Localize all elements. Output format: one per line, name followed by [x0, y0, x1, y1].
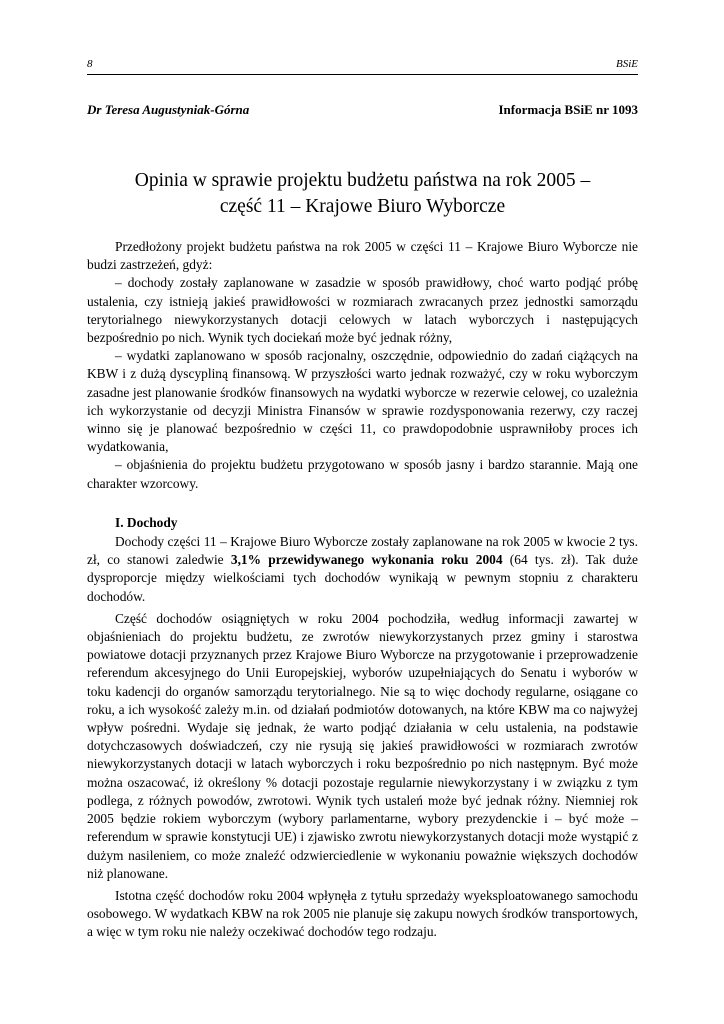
title-line-2: część 11 – Krajowe Biuro Wyborcze	[219, 196, 506, 217]
revenue-paragraph-3: Istotna część dochodów roku 2004 wpłynęła z tytułu sprzedaży wyeksploatowanego samochodu osobowego. W wydatkach KBW na rok 2005 nie planuje się zakupu nowych środków transportowych, a więc w tym roku nie należy oczekiwać dochodów tego rodzaju.	[87, 887, 638, 940]
section-heading-revenue: I. Dochody	[115, 514, 178, 530]
revenue-paragraph-2: Część dochodów osiągniętych w roku 2004 pochodziła, według informacji zawartej w objaśnieniach do projektu budżetu, ze zwrotów niewykorzystanych przez gminy i starostwa powiatowe dotacji przyznanych przez Krajowe Biuro Wyborcze na przygotowanie i przeprowadzenie referendum akcesyjnego do Unii Europejskiej, wyborów uzupełniających do Senatu i wyborów w toku kadencji do organów samorządu terytorialnego. Nie są to więc dochody regularne, osiągane co roku, a ich wysokość zależy m.in. od działań podmiotów dotowanych, na które KBW ma co najwyżej wpływ pośredni. Wydaje się jednak, że warto podjąć działania w celu ustalenia, na podstawie dotychczasowych doświadczeń, czy nie rysują się jakieś prawidłowości w rozmiarach zwrotów niewykorzystanych dotacji w latach wyborczych i roku bezpośrednio po nich następnym. Być może można oszacować, iż określony % dotacji pozostaje regularnie niewykorzystany i w związku z tym podlega, z różnych powodów, zwrotowi. Wynik tych ustaleń może być jednak różny. Niemniej rok 2005 będzie rokiem wyborczym (wybory parlamentarne, wybory prezydenckie i – być może – referendum w sprawie konstytucji UE) i zjawisko zwrotu niewykorzystanych dotacji może wystąpić z dużym nasileniem, co może znaleźć odzwierciedlenie w wykonaniu poważnie większych dochodów niż planowane.	[87, 610, 638, 881]
revenue-paragraph-1	[87, 533, 638, 606]
intro-bullet-explanations: – objaśnienia do projektu budżetu przygotowano w sposób jasny i bardzo starannie. Mają one charakter wzorcowy.	[87, 457, 638, 491]
journal-name: BSiE	[616, 58, 638, 70]
page-title	[87, 168, 638, 220]
intro-paragraph: Przedłożony projekt budżetu państwa na rok 2005 w części 11 – Krajowe Biuro Wyborcze nie budzi zastrzeżeń, gdyż:	[87, 239, 638, 273]
running-header	[87, 56, 638, 75]
revenue-text-b: (64 tys. zł). Tak duże dysproporcje między wielkościami tych dochodów wynikają w pewnym stopniu z charakteru dochodów.	[87, 552, 638, 604]
revenue-highlight: 3,1% przewidywanego wykonania roku 2004	[230, 552, 503, 568]
intro-bullet-revenue: – dochody zostały zaplanowane w zasadzie w sposób prawidłowy, choć warto podjąć próbę ustalenia, czy istnieją jakieś prawidłowości w rozmiarach zwracanych przez jednostki samorządu terytorialnego niewykorzystanych dotacji celowych w latach wyborczych i następujących bezpośrednio po nich. Wynik tych dociekań może być jednak różny,	[87, 275, 638, 346]
author-name: Dr Teresa Augustyniak-Górna	[87, 102, 250, 117]
page-number: 8	[87, 58, 93, 70]
title-line-1: Opinia w sprawie projektu budżetu państwa na rok 2005 –	[134, 170, 591, 191]
intro-bullet-expenses: – wydatki zaplanowano w sposób racjonalny, oszczędnie, odpowiednio do zadań ciążących na KBW i z dużą dyscypliną finansową. W przyszłości warto jednak rozważyć, czy w roku wyborczym zasadne jest planowanie środków finansowych na wydatki wyborcze w rezerwie celowej, co uzależnia ich wykorzystanie od decyzji Ministra Finansów w sprawie rozdysponowania rezerwy, czy raczej winno się je planować bezpośrednio w części 11, co prawdopodobnie usprawniłoby proces ich wydatkowania,	[87, 348, 638, 455]
document-body	[87, 238, 638, 942]
revenue-text-a: Dochody części 11 – Krajowe Biuro Wyborcze zostały zaplanowane na rok 2005 w kwocie 2 tys. zł, co stanowi zaledwie	[87, 534, 638, 568]
report-number: Informacja BSiE nr 1093	[498, 102, 638, 117]
